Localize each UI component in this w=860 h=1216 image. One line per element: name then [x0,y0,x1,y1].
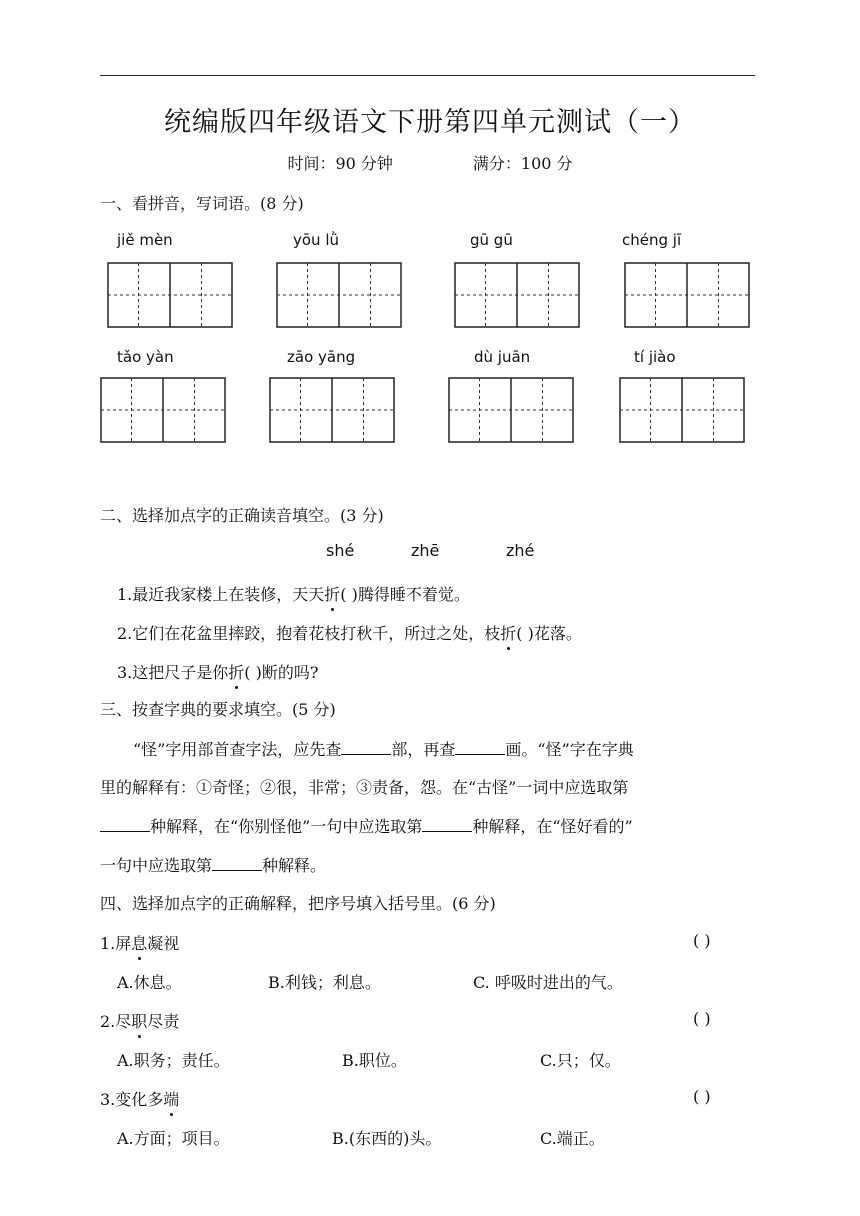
option-c: C. 呼吸时进出的气。 [473,973,623,992]
pinyin-label: tǎo yàn [117,348,174,366]
paragraph-line: 种解释，在“你别怪他”一句中应选取第 种解释，在“怪好看的” [100,814,633,837]
grid-lines [276,262,402,328]
grid-lines [269,377,395,443]
item-word: 1.屏息凝视 [100,931,179,954]
option-a: A.方面；项目。 [117,1129,230,1148]
answer-parentheses[interactable]: ( ) [693,1009,711,1028]
item-word: 2.尽职尽责 [100,1009,179,1032]
answer-blank[interactable] [341,740,391,755]
option-b: B.(东西的)头。 [332,1129,442,1148]
dotted-char: 职 [131,1009,147,1032]
answer-blank[interactable] [100,817,150,832]
choice: zhē [411,541,440,560]
option-a: A.休息。 [117,973,182,992]
option-c: C.只；仅。 [540,1051,621,1070]
dotted-char: 折 [228,660,244,683]
writing-grid[interactable] [269,377,395,443]
grid-lines [107,262,233,328]
question-line: 1.最近我家楼上在装修，天天折( )腾得睡不着觉。 [117,582,470,605]
option-c: C.端正。 [540,1129,605,1148]
option-a: A.职务；责任。 [117,1051,230,1070]
page-title: 统编版四年级语文下册第四单元测试（一） [164,107,696,138]
writing-grid[interactable] [454,262,580,328]
paragraph-line: 一句中应选取第 种解释。 [100,856,327,875]
pinyin-label: yōu lǜ [293,231,340,249]
grid-lines [624,262,750,328]
writing-grid[interactable] [276,262,402,328]
choice: zhé [506,541,535,560]
score-label: 满分：100 分 [472,154,573,173]
question-line: 3.这把尺子是你折( )断的吗? [117,660,318,683]
section3-heading: 三、按查字典的要求填空。(5 分) [100,700,336,719]
section1-heading: 一、看拼音，写词语。(8 分) [100,194,304,213]
choice: shé [326,541,355,560]
time-label: 时间：90 分钟 [287,154,393,173]
grid-lines [448,377,574,443]
question-line: 2.它们在花盆里摔跤，抱着花枝打秋千，所过之处，枝折( )花落。 [117,621,582,644]
answer-parentheses[interactable]: ( ) [693,1087,711,1106]
grid-lines [454,262,580,328]
writing-grid[interactable] [619,377,745,443]
top-divider [100,75,755,76]
section4-heading: 四、选择加点字的正确解释，把序号填入括号里。(6 分) [100,894,496,913]
answer-blank[interactable] [455,740,505,755]
option-b: B.职位。 [342,1051,407,1070]
pinyin-label: chéng jī [622,231,682,249]
grid-lines [619,377,745,443]
paragraph-line: 里的解释有：①奇怪；②很，非常；③责备，怨。在“古怪”一词中应选取第 [100,778,629,797]
pinyin-label: zāo yāng [287,348,356,366]
dotted-char: 端 [163,1087,179,1110]
exam-meta [0,151,860,174]
writing-grid[interactable] [100,377,226,443]
answer-blank[interactable] [212,856,262,871]
section2-heading: 二、选择加点字的正确读音填空。(3 分) [100,506,384,525]
grid-lines [100,377,226,443]
dotted-char: 折 [324,582,340,605]
pinyin-label: gū gū [470,231,513,249]
writing-grid[interactable] [107,262,233,328]
dotted-char: 息 [131,931,147,954]
pinyin-label: jiě mèn [117,231,173,249]
writing-grid[interactable] [448,377,574,443]
pinyin-label: dù juān [474,348,531,366]
item-word: 3.变化多端 [100,1087,179,1110]
paragraph-line: “怪”字用部首查字法，应先查 部，再查 画。“怪”字在字典 [133,740,634,759]
answer-blank[interactable] [422,817,472,832]
answer-parentheses[interactable]: ( ) [693,931,711,950]
pinyin-label: tí jiào [634,348,676,366]
writing-grid[interactable] [624,262,750,328]
dotted-char: 折 [500,621,516,644]
option-b: B.利钱；利息。 [268,973,381,992]
